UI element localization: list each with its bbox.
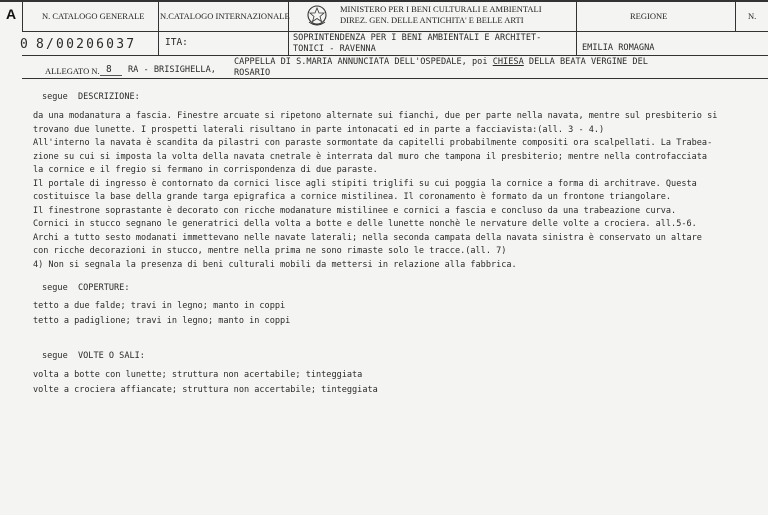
location: RA - BRISIGHELLA, <box>128 65 216 75</box>
allegato-label: ALLEGATO N. <box>45 66 100 76</box>
descrizione-line: zione su cui si imposta la volta della navata cnetrale è interrata dal muro che tampona il presbiterio; mentre nella controfacciata <box>33 151 708 162</box>
coperture-block <box>33 299 290 329</box>
subject-line2: ROSARIO <box>234 68 271 78</box>
coperture-heading: segue COPERTURE: <box>42 283 130 293</box>
subject-part-chiesa: CHIESA <box>492 57 524 67</box>
ministry-line2: DIREZ. GEN. DELLE ANTICHITA' E BELLE ARTI <box>340 15 524 25</box>
allegato-underline <box>100 75 122 76</box>
n-label: N. <box>748 11 757 21</box>
header-vline-3 <box>576 0 577 56</box>
header-vline-1 <box>158 0 159 56</box>
header-bottom-border <box>22 78 768 79</box>
volte-block <box>33 368 378 398</box>
descrizione-line: Il finestrone soprastante è decorato con ricche modanature mistilinee e cornici a fascia e concluso da una trabeazione curva. <box>33 205 677 216</box>
descrizione-line: la cornice e il fregio si fermano in corrispondenza di due paraste. <box>33 165 378 175</box>
descrizione-block <box>33 110 717 272</box>
republic-emblem-icon <box>306 4 328 28</box>
header-vline-2 <box>288 0 289 56</box>
catalog-number-prefix: 0 <box>20 37 29 52</box>
descrizione-heading: segue DESCRIZIONE: <box>42 92 140 102</box>
regione-label: REGIONE <box>630 11 668 21</box>
subject-part-c: DELLA BEATA VERGINE DEL <box>523 57 648 67</box>
catalogo-internazionale-label: N.CATALOGO INTERNAZIONALE <box>160 11 290 21</box>
descrizione-line: Archi a tutto sesto modanati immettevano nelle navate laterali; nella seconda campata della navata sinistra è conservato un altare <box>33 232 702 243</box>
soprintendenza-line2: TONICI - RAVENNA <box>293 44 376 54</box>
header-row1-divider <box>22 31 768 32</box>
allegato-number: 8 <box>106 64 112 75</box>
header-row2-divider <box>22 55 768 56</box>
volte-line: volta a botte con lunette; struttura non acertabile; tinteggiata <box>33 370 363 380</box>
descrizione-line: Cornici in stucco segnano le generatrici della volta a botte e delle lunette nonchè le nervature delle volte a crociera. all.5-6. <box>33 219 697 229</box>
header-vline-4 <box>735 0 736 31</box>
form-letter: A <box>6 6 17 22</box>
ministry-line1: MINISTERO PER I BENI CULTURALI E AMBIENTALI <box>340 4 542 14</box>
volte-line: volte a crociera affiancate; struttura non accertabile; tinteggiata <box>33 385 378 395</box>
header-top-border <box>0 0 768 2</box>
soprintendenza-line1: SOPRINTENDENZA PER I BENI AMBIENTALI E ARCHITET- <box>293 33 542 43</box>
regione-value: EMILIA ROMAGNA <box>582 43 655 53</box>
descrizione-line: All'interno la navata è scandita da pilastri con paraste sormontate da capitelli probabilmente compositi ora scalpellati. La Trabea- <box>33 138 713 148</box>
header-vline-left <box>22 0 23 31</box>
descrizione-line: trovano due lunette. I prospetti laterali risultano in parte intonacati ed in parte a facciavista:(all. 3 - 4.) <box>33 124 605 135</box>
volte-heading: segue VOLTE O SALI: <box>42 351 145 361</box>
catalog-number: 8/00206037 <box>36 37 137 52</box>
coperture-line: tetto a padiglione; travi in legno; manto in coppi <box>33 316 291 326</box>
catalogo-generale-label: N. CATALOGO GENERALE <box>42 11 145 21</box>
descrizione-line: da una modanatura a fascia. Finestre arcuate si ripetono alternate sui fianchi, due per parte nella navata, mentre sul presbiterio si <box>33 111 718 121</box>
descrizione-line: Il portale di ingresso è contornato da cornici lisce agli stipiti triglifi su cui poggia la cornice a forma di architrave. Questa <box>33 178 697 189</box>
descrizione-line: con ricche decorazioni in stucco, mentre nella prima ne sono rimaste solo le tracce.(all. 7) <box>33 246 507 256</box>
descrizione-line: 4) Non si segnala la presenza di beni culturali mobili da mettersi in relazione alla fabbrica. <box>33 259 517 270</box>
subject-line1 <box>234 57 648 67</box>
coperture-line: tetto a due falde; travi in legno; manto in coppi <box>33 301 286 311</box>
descrizione-line: costituisce la base della grande targa epigrafica a cornice mistilinea. Il coronamento è formato da un frontone triangolare. <box>33 192 672 202</box>
subject-part-a: CAPPELLA DI S.MARIA ANNUNCIATA DELL'OSPEDALE, poi <box>234 57 493 67</box>
ita-label: ITA: <box>165 37 188 48</box>
